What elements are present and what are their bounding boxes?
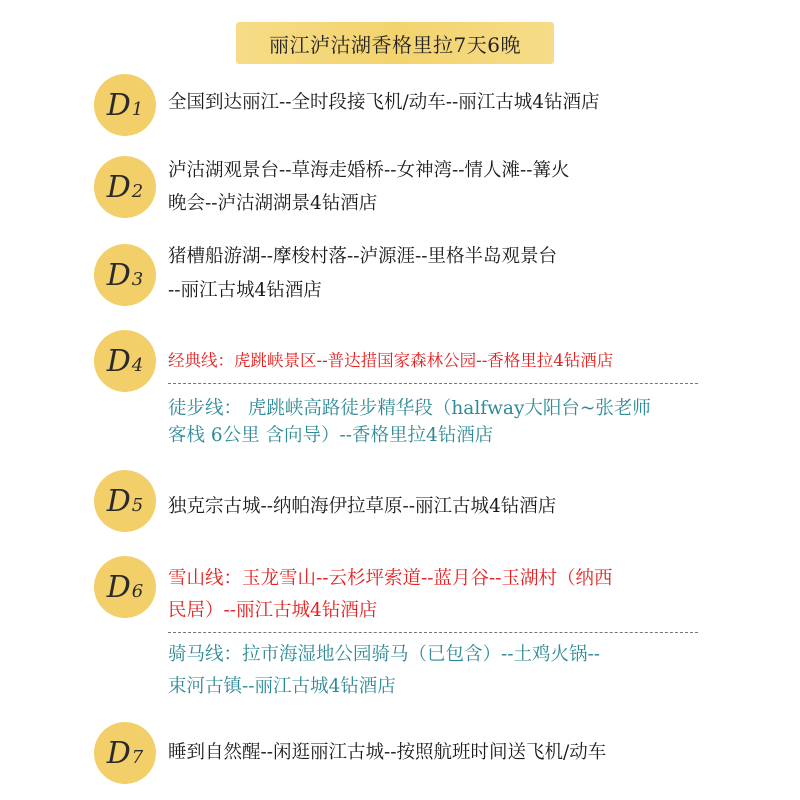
page-title: 丽江泸沽湖香格里拉7天6晚 [236, 22, 554, 64]
day-2-text-line-2: 晚会--泸沽湖湖景4钻酒店 [168, 193, 378, 214]
day-7-text: 睡到自然醒--闲逛丽江古城--按照航班时间送飞机/动车 [168, 742, 607, 763]
day-1-text: 全国到达丽江--全时段接飞机/动车--丽江古城4钻酒店 [168, 92, 600, 113]
day-badge-4: D 4 [94, 330, 156, 392]
day-6-horse-route-line-2: 束河古镇--丽江古城4钻酒店 [168, 676, 396, 697]
day-4-hiking-route-line-2: 客栈 6公里 含向导）--香格里拉4钻酒店 [168, 425, 494, 446]
day-badge-5: D 5 [94, 470, 156, 532]
day-badge-6: D 6 [94, 556, 156, 618]
day-6-divider [168, 632, 698, 633]
day-6-horse-route-line-1: 骑马线：拉市海湿地公园骑马（已包含）--土鸡火锅-- [168, 644, 601, 665]
day-badge-2: D 2 [94, 156, 156, 218]
day-badge-1: D 1 [94, 74, 156, 136]
day-4-classic-route: 经典线：虎跳峡景区--普达措国家森林公园--香格里拉4钻酒店 [168, 351, 614, 370]
day-6-snow-mountain-route-line-2: 民居）--丽江古城4钻酒店 [168, 600, 378, 621]
day-4-hiking-route-line-1: 徒步线： 虎跳峡高路徒步精华段（halfway大阳台~张老师 [168, 398, 651, 419]
day-badge-7: D 7 [94, 722, 156, 784]
day-3-text-line-2: --丽江古城4钻酒店 [168, 280, 322, 301]
day-5-text: 独克宗古城--纳帕海伊拉草原--丽江古城4钻酒店 [168, 496, 557, 517]
day-4-divider [168, 383, 698, 384]
day-badge-3: D 3 [94, 244, 156, 306]
day-2-text-line-1: 泸沽湖观景台--草海走婚桥--女神湾--情人滩--篝火 [168, 160, 570, 181]
day-6-snow-mountain-route-line-1: 雪山线：玉龙雪山--云杉坪索道--蓝月谷--玉湖村（纳西 [168, 568, 613, 589]
day-3-text-line-1: 猪槽船游湖--摩梭村落--泸源涯--里格半岛观景台 [168, 246, 558, 267]
